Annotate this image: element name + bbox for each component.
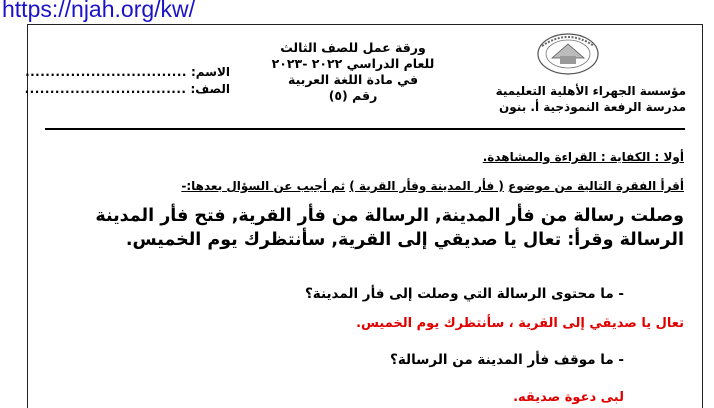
school-line-2: مدرسة الرفعة النموذجية أ. بنون [499,100,686,114]
reading-paragraph [95,204,684,252]
school-line-1: مؤسسة الجهراء الأهلية التعليمية [495,84,686,98]
school-logo-icon [532,28,604,78]
title-line-4: رقم (٥) [328,88,378,103]
name-field[interactable]: ................................ [25,65,187,79]
header-divider [45,128,685,130]
school-name-block [496,83,686,115]
paragraph-line-1: وصلت رسالة من فأر المدينة, الرسالة من فأر القرية, فتح فأر المدينة [95,206,684,226]
instruction-topic: ( فأر المدينة وفأر القرية ) [349,179,504,193]
paragraph-line-2: الرسالة وقرأ: تعال يا صديقي إلى القرية, سأنتظرك يوم الخميس. [125,230,684,250]
name-label: الاسم: [190,65,230,79]
answer-1: تعال يا صديقي إلى القرية ، سأنتظرك يوم الخميس. [356,316,684,331]
class-label: الصف: [190,82,230,96]
answer-2: لبى دعوة صديقه. [513,390,624,405]
title-line-3: في مادة اللغة العربية [287,72,419,87]
section-heading: أولا : الكفاية : القراءة والمشاهدة. [482,150,684,164]
student-info-block [24,64,230,98]
class-field[interactable]: ................................ [24,82,187,96]
worksheet-title-block [260,40,446,104]
question-2: - ما موقف فأر المدينة من الرسالة؟ [390,352,624,368]
reading-instruction [181,179,684,193]
instruction-after: ثم أجيب عن السؤال بعدها:- [181,179,346,193]
title-line-1: ورقة عمل للصف الثالث [280,40,426,55]
title-line-2: للعام الدراسي ٢٠٢٢ -٢٠٢٣ [271,56,435,71]
question-1: - ما محتوى الرسالة التي وصلت إلى فأر المدينة؟ [304,286,624,302]
source-url[interactable]: https://njah.org/kw/ [2,0,196,22]
instruction-before: أقرأ الفقرة التالية من موضوع [508,179,684,193]
